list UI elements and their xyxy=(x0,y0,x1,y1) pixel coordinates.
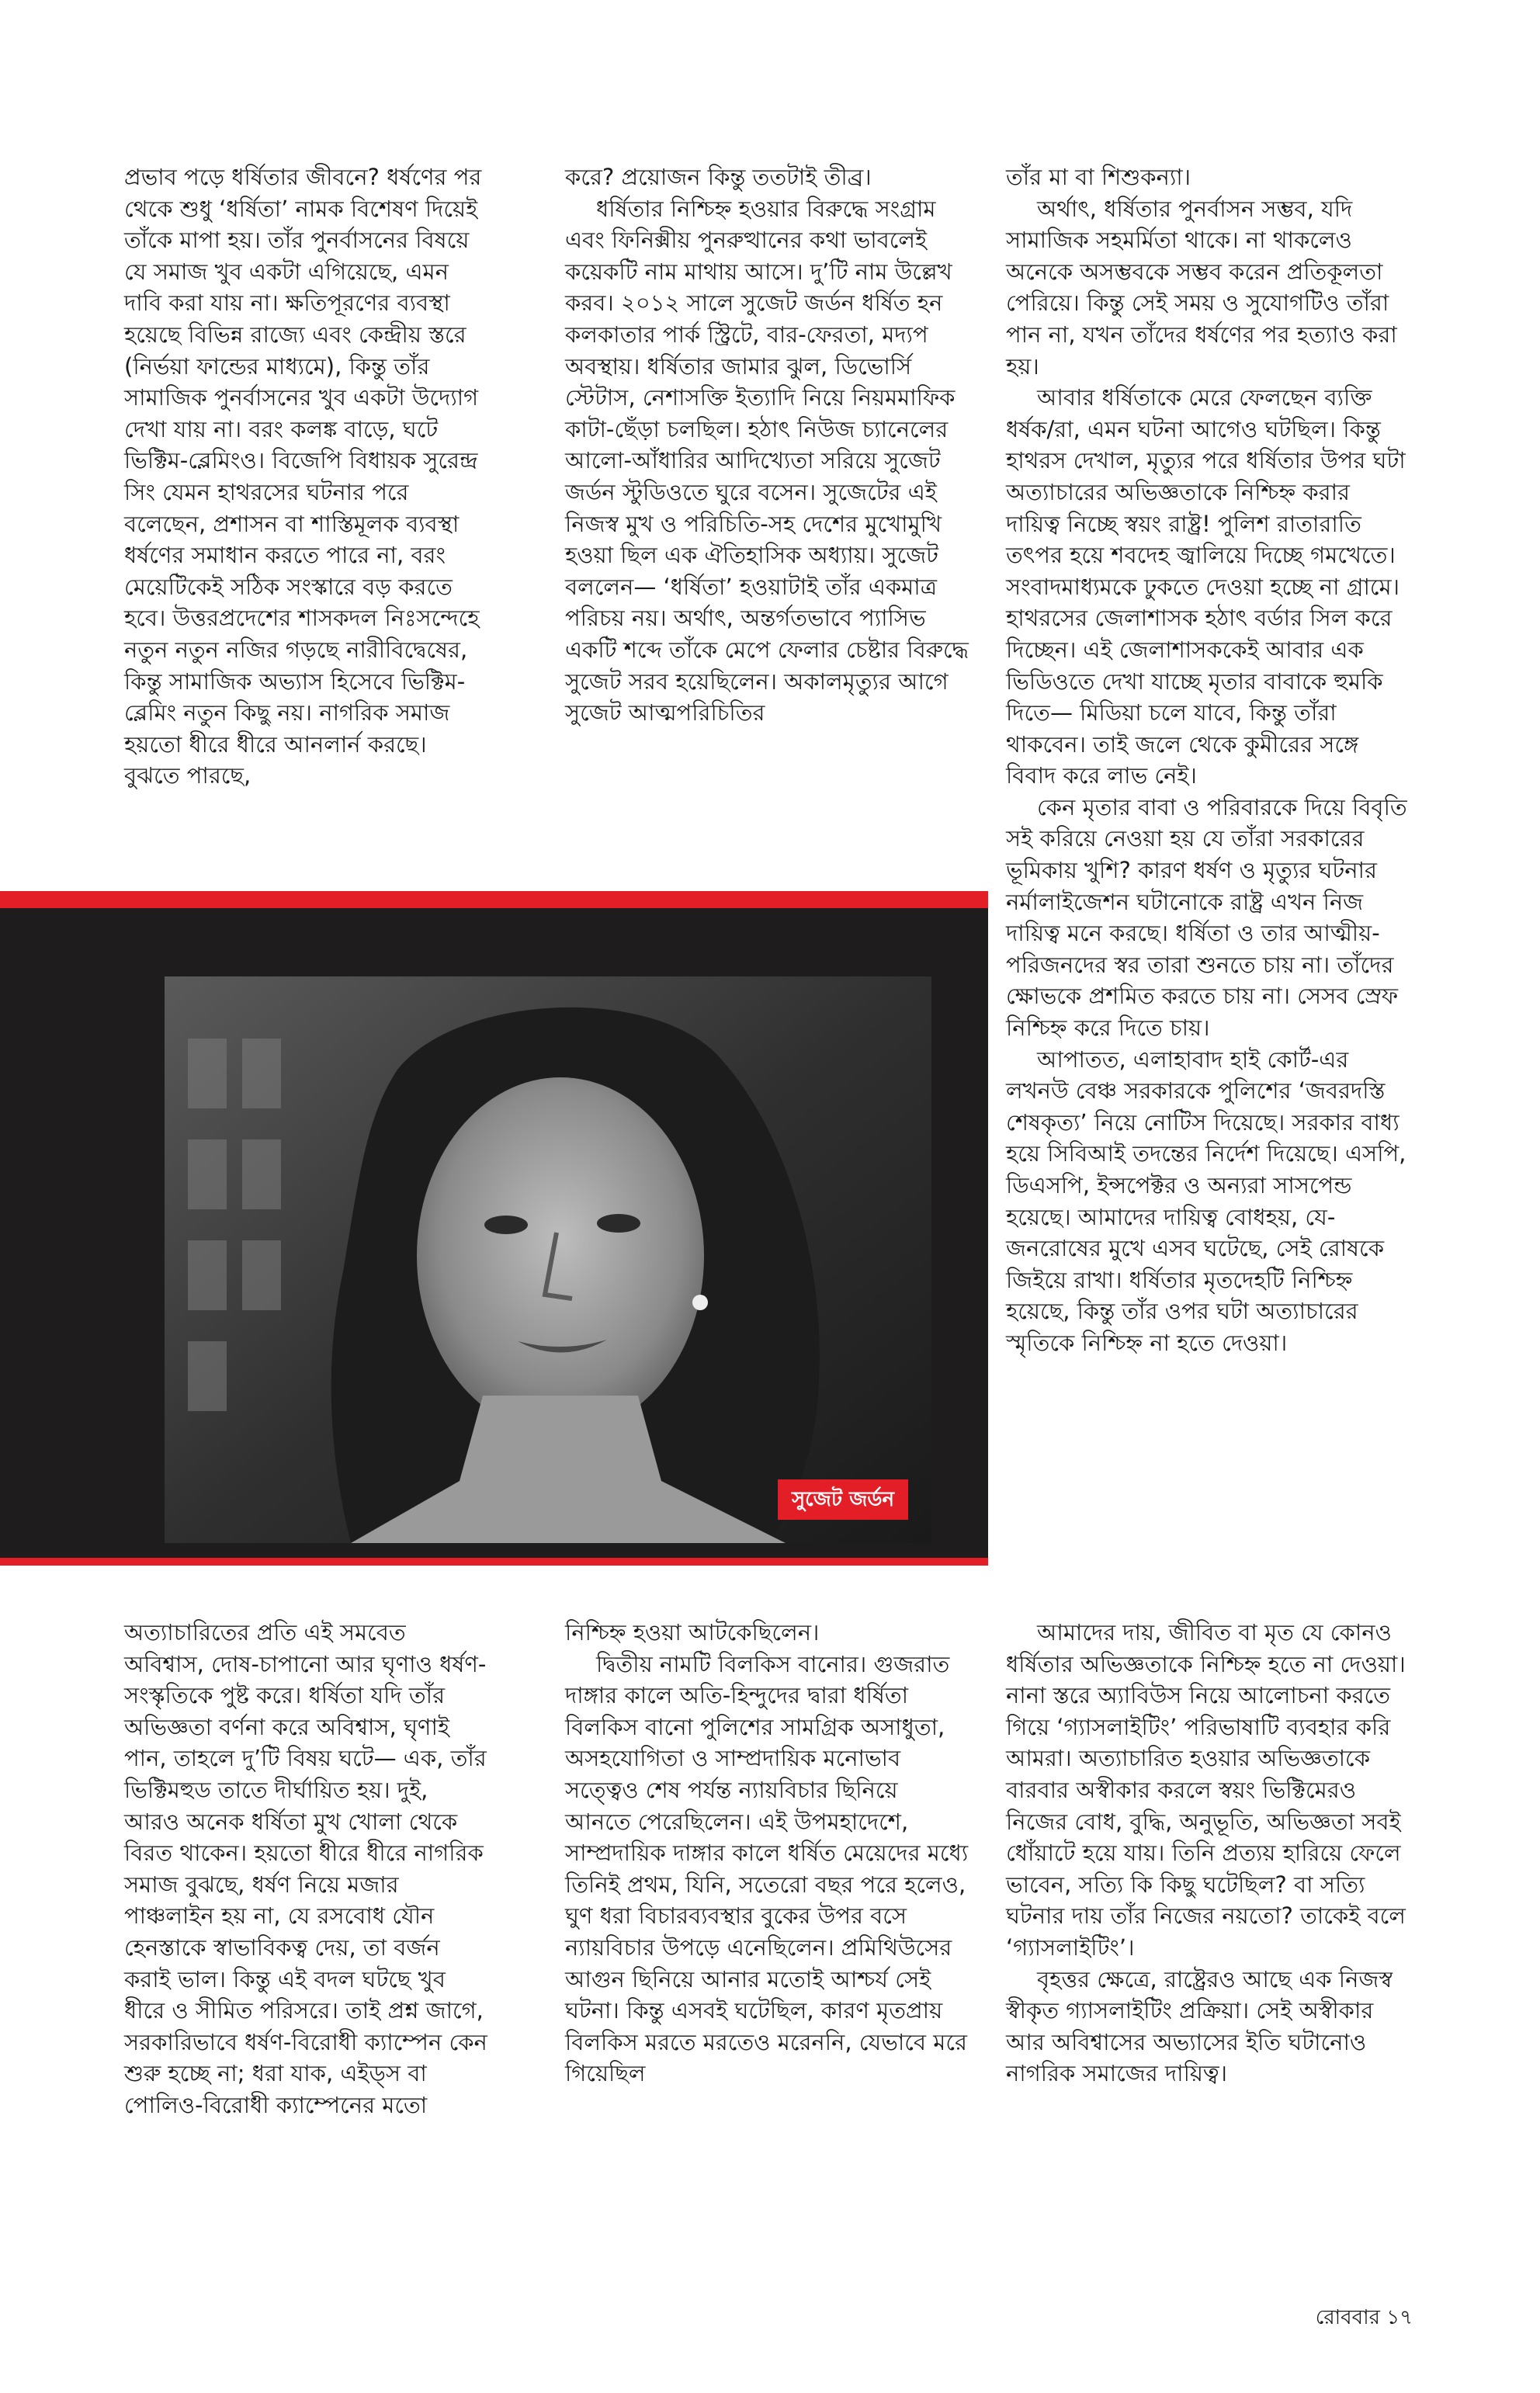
article-column-1 xyxy=(124,161,489,792)
page-number-label: রোববার ১৭ xyxy=(1315,2306,1413,2329)
photo-caption: সুজেট জর্ডন xyxy=(778,1479,908,1520)
portrait-illustration xyxy=(165,976,931,1543)
paragraph: করে? প্রয়োজন কিন্তু ততটাই তীব্র। xyxy=(565,164,872,190)
paragraph: আমাদের দায়, জীবিত বা মৃত যে কোনও ধর্ষিতার অভিজ্ঞতাকে নিশ্চিহ্ন হতে না দেওয়া। নানা স্তরে অ্যাবিউস নিয়ে আলোচনা করতে গিয়ে ‘গ্যাসলাইটিং’ পরিভাষাটি ব্যবহার করি আমরা। অত্যাচারিত হওয়ার অভিজ্ঞতাকে বারবার অস্বীকার করলে স্বয়ং ভিক্টিমেরও নিজের বোধ, বুদ্ধি, অনুভূতি, অভিজ্ঞতা সবই ধোঁয়াটে হয়ে যায়। তিনি প্রত্যয় হারিয়ে ফেলে ভাবেন, সত্যি কি কিছু ঘটেছিল? বা সত্যি ঘটনার দায় তাঁর নিজের নয়তো? তাকেই বলে ‘গ্যাসলাইটিং’। xyxy=(1006,1619,1406,1961)
portrait-photo xyxy=(165,976,931,1543)
article-column-6 xyxy=(1006,1617,1410,2090)
paragraph: অর্থাৎ, ধর্ষিতার পুনর্বাসন সম্ভব, যদি সামাজিক সহমর্মিতা থাকে। না থাকলেও অনেকে অসম্ভবকে সম্ভব করেন প্রতিকূলতা পেরিয়ে। কিন্তু সেই সময় ও সুযোগটিও তাঁরা পান না, যখন তাঁদের ধর্ষণের পর হত্যাও করা হয়। xyxy=(1006,195,1397,380)
paragraph: কেন মৃতার বাবা ও পরিবারকে দিয়ে বিবৃতি সই করিয়ে নেওয়া হয় যে তাঁরা সরকারের ভূমিকায় খুশি? কারণ ধর্ষণ ও মৃত্যুর ঘটনার নর্মালাইজেশন ঘটানোকে রাষ্ট্র এখন নিজ দায়িত্ব মনে করছে। ধর্ষিতা ও তার আত্মীয়-পরিজনদের স্বর তারা শুনতে চায় না। তাঁদের ক্ষোভকে প্রশমিত করতে চায় না। সেসব স্রেফ নিশ্চিহ্ন করে দিতে চায়। xyxy=(1006,793,1407,1042)
paragraph: আবার ধর্ষিতাকে মেরে ফেলছেন ব্যক্তি ধর্ষক/রা, এমন ঘটনা আগেও ঘটছিল। কিন্তু হাথরস দেখাল, মৃত্যুর পরে ধর্ষিতার উপর ঘটা অত্যাচারের অভিজ্ঞতাকে নিশ্চিহ্ন করার দায়িত্ব নিচ্ছে স্বয়ং রাষ্ট্র! পুলিশ রাতারাতি তৎপর হয়ে শবদেহ জ্বালিয়ে দিচ্ছে গমখেতে। সংবাদমাধ্যমকে ঢুকতে দেওয়া হচ্ছে না গ্রামে। হাথরসের জেলাশাসক হঠাৎ বর্ডার সিল করে দিচ্ছেন। এই জেলাশাসককেই আবার এক ভিডিওতে দেখা যাচ্ছে মৃতার বাবাকে হুমকি দিতে— মিডিয়া চলে যাবে, কিন্তু তাঁরা থাকবেন। তাই জলে থেকে কুমীরের সঙ্গে বিবাদ করে লাভ নেই। xyxy=(1006,384,1406,789)
article-column-4 xyxy=(124,1617,489,2121)
paragraph: নিশ্চিহ্ন হওয়া আটকেছিলেন। xyxy=(565,1619,820,1646)
photo-band xyxy=(0,891,988,1566)
paragraph: ধর্ষিতার নিশ্চিহ্ন হওয়ার বিরুদ্ধে সংগ্রাম এবং ফিনিক্সীয় পুনরুত্থানের কথা ভাবলেই কয়েকটি নাম মাথায় আসে। দু’টি নাম উল্লেখ করব। ২০১২ সালে সুজেট জর্ডন ধর্ষিত হন কলকাতার পার্ক স্ট্রিটে, বার-ফেরতা, মদ্যপ অবস্থায়। ধর্ষিতার জামার ঝুল, ডিভোর্সি স্টেটাস, নেশাসক্তি ইত্যাদি নিয়ে নিয়মমাফিক কাটা-ছেঁড়া চলছিল। হঠাৎ নিউজ চ্যানেলের আলো-আঁধারির আদিখ্যেতা সরিয়ে সুজেট জর্ডন স্টুডিওতে ঘুরে বসেন। সুজেটের এই নিজস্ব মুখ ও পরিচিতি-সহ দেশের মুখোমুখি হওয়া ছিল এক ঐতিহাসিক অধ্যায়। সুজেট বললেন— ‘ধর্ষিতা’ হওয়াটাই তাঁর একমাত্র পরিচয় নয়। অর্থাৎ, অন্তর্গতভাবে প্যাসিভ একটি শব্দে তাঁকে মেপে ফেলার চেষ্টার বিরুদ্ধে সুজেট সরব হয়েছিলেন। অকালমৃত্যুর আগে সুজেট আত্মপরিচিতির xyxy=(565,195,969,727)
article-column-3 xyxy=(1006,161,1410,1359)
paragraph: অত্যাচারিতের প্রতি এই সমবেত অবিশ্বাস, দোষ-চাপানো আর ঘৃণাও ধর্ষণ-সংস্কৃতিকে পুষ্ট করে। ধর্ষিতা যদি তাঁর অভিজ্ঞতা বর্ণনা করে অবিশ্বাস, ঘৃণাই পান, তাহলে দু’টি বিষয় ঘটে— এক, তাঁর ভিক্টিমহুড তাতে দীর্ঘায়িত হয়। দুই, আরও অনেক ধর্ষিতা মুখ খোলা থেকে বিরত থাকেন। হয়তো ধীরে ধীরে নাগরিক সমাজ বুঝছে, ধর্ষণ নিয়ে মজার পাঞ্চলাইন হয় না, যে রসবোধ যৌন হেনস্তাকে স্বাভাবিকত্ব দেয়, তা বর্জন করাই ভাল। কিন্তু এই বদল ঘটছে খুব ধীরে ও সীমিত পরিসরে। তাই প্রশ্ন জাগে, সরকারিভাবে ধর্ষণ-বিরোধী ক্যাম্পেন কেন শুরু হচ্ছে না; ধরা যাক, এইড্স বা পোলিও-বিরোধী ক্যাম্পেনের মতো xyxy=(124,1619,487,2118)
paragraph: আপাতত, এলাহাবাদ হাই কোর্ট-এর লখনউ বেঞ্চ সরকারকে পুলিশের ‘জবরদস্তি শেষকৃত্য’ নিয়ে নোটিস দিয়েছে। সরকার বাধ্য হয়ে সিবিআই তদন্তের নির্দেশ দিয়েছে। এসপি, ডিএসপি, ইন্সপেক্টর ও অন্যরা সাসপেন্ড হয়েছে। আমাদের দায়িত্ব বোধহয়, যে-জনরোষের মুখে এসব ঘটেছে, সেই রোষকে জিইয়ে রাখা। ধর্ষিতার মৃতদেহটি নিশ্চিহ্ন হয়েছে, কিন্তু তাঁর ওপর ঘটা অত্যাচারের স্মৃতিকে নিশ্চিহ্ন না হতে দেওয়া। xyxy=(1006,1046,1406,1356)
article-column-5 xyxy=(565,1617,969,2090)
article-column-2 xyxy=(565,161,969,729)
paragraph: প্রভাব পড়ে ধর্ষিতার জীবনে? ধর্ষণের পর থেকে শুধু ‘ধর্ষিতা’ নামক বিশেষণ দিয়েই তাঁকে মাপা হয়। তাঁর পুনর্বাসনের বিষয়ে যে সমাজ খুব একটা এগিয়েছে, এমন দাবি করা যায় না। ক্ষতিপূরণের ব্যবস্থা হয়েছে বিভিন্ন রাজ্যে এবং কেন্দ্রীয় স্তরে (নির্ভয়া ফান্ডের মাধ্যমে), কিন্তু তাঁর সামাজিক পুনর্বাসনের খুব একটা উদ্যোগ দেখা যায় না। বরং কলঙ্ক বাড়ে, ঘটে ভিক্টিম-ব্লেমিংও। বিজেপি বিধায়ক সুরেন্দ্র সিং যেমন হাথরসের ঘটনার পরে বলেছেন, প্রশাসন বা শাস্তিমূলক ব্যবস্থা ধর্ষণের সমাধান করতে পারে না, বরং মেয়েটিকেই সঠিক সংস্কারে বড় করতে হবে। উত্তরপ্রদেশের শাসকদল নিঃসন্দেহে নতুন নতুন নজির গড়ছে নারীবিদ্বেষের, কিন্তু সামাজিক অভ্যাস হিসেবে ভিক্টিম-ব্লেমিং নতুন কিছু নয়। নাগরিক সমাজ হয়তো ধীরে ধীরে আনলার্ন করছে। বুঝতে পারছে, xyxy=(124,164,482,789)
paragraph: দ্বিতীয় নামটি বিলকিস বানোর। গুজরাত দাঙ্গার কালে অতি-হিন্দুদের দ্বারা ধর্ষিতা বিলকিস বানো পুলিশের সামগ্রিক অসাধুতা, অসহযোগিতা ও সাম্প্রদায়িক মনোভাব সত্ত্বেও শেষ পর্যন্ত ন্যায়বিচার ছিনিয়ে আনতে পেরেছিলেন। এই উপমহাদেশে, সাম্প্রদায়িক দাঙ্গার কালে ধর্ষিত মেয়েদের মধ্যে তিনিই প্রথম, যিনি, সতেরো বছর পরে হলেও, ঘুণ ধরা বিচারব্যবস্থার বুকের উপর বসে ন্যায়বিচার উপড়ে এনেছিলেন। প্রমিথিউসের আগুন ছিনিয়ে আনার মতোই আশ্চর্য সেই ঘটনা। কিন্তু এসবই ঘটেছিল, কারণ মৃতপ্রায় বিলকিস মরতে মরতেও মরেননি, যেভাবে মরে গিয়েছিল xyxy=(565,1650,969,2087)
paragraph: তাঁর মা বা শিশুকন্যা। xyxy=(1006,164,1191,190)
paragraph: বৃহত্তর ক্ষেত্রে, রাষ্ট্রেরও আছে এক নিজস্ব স্বীকৃত গ্যাসলাইটিং প্রক্রিয়া। সেই অস্বীকার আর অবিশ্বাসের অভ্যাসের ইতি ঘটানোও নাগরিক সমাজের দায়িত্ব। xyxy=(1006,1965,1393,2087)
